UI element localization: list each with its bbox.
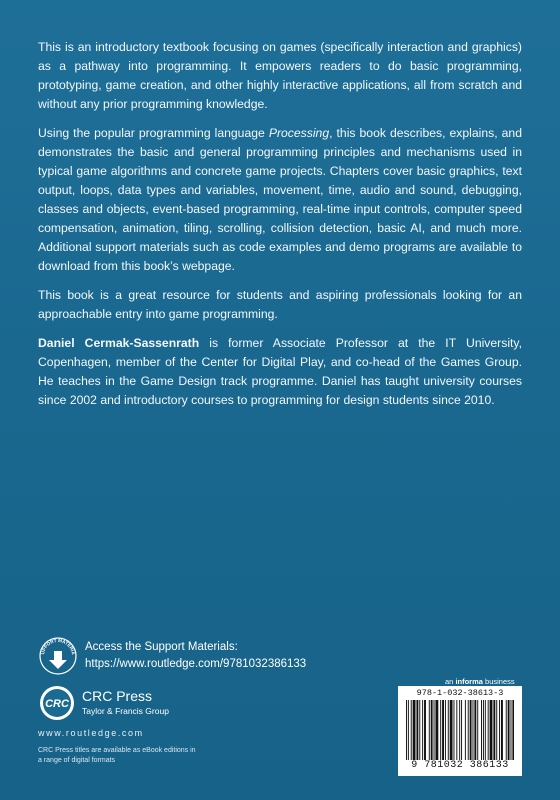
support-materials-title: Access the Support Materials: (85, 641, 238, 653)
barcode-bar (508, 700, 510, 760)
p2-rest-text: , this book describes, explains, and demonstrates the basic and general programming principles and mechanisms used in typical game algorithms and concrete game projects. Chapters cover basic graphics, text output, loops, data types and variables, movement, time, audio and sound, debugging, classes and objects, event-based programming, real-time input controls, computer speed compensation, animation, tiling, scrolling, collision detection, basic AI, and much more. Additional support materials such as code examples and demo programs are available to download from this book’s webpage. (38, 126, 522, 273)
isbn-barcode (398, 686, 522, 776)
barcode-bar (408, 700, 409, 760)
p2-lead-text: Using the popular programming language (38, 126, 269, 140)
author-bio-text: is former Associate Professor at the IT University, Copenhagen, member of the Center for Digital Play, and co-head of the Games Group. He teaches in the Game Design track programme. Daniel has taught university courses since 2002 and introductory courses to programming for design students since 2010. (38, 336, 522, 407)
barcode-bar (411, 700, 412, 760)
description-paragraph-3: This book is a great resource for students and aspiring professionals looking for an approachable entry into game programming. (38, 288, 522, 321)
informa-brand: informa (455, 677, 483, 686)
barcode-bar (506, 700, 507, 760)
barcode-bar (419, 700, 420, 760)
barcode-bar (456, 700, 457, 760)
barcode-bar (435, 700, 438, 760)
barcode-bar (461, 700, 462, 760)
barcode-bar (459, 700, 460, 760)
barcode-bar (431, 700, 433, 760)
barcode-bar (473, 700, 474, 760)
barcode-bar (511, 700, 512, 760)
informa-suffix: business (482, 677, 515, 686)
barcode-bar (454, 700, 455, 760)
barcode-bar (448, 700, 449, 760)
barcode-bar (499, 700, 500, 760)
informa-prefix: an (445, 677, 456, 686)
support-materials (38, 636, 378, 680)
support-material-download-icon (38, 636, 78, 676)
barcode-bar (490, 700, 493, 760)
publisher-group: Taylor & Francis Group (82, 706, 169, 716)
barcode-bar (434, 700, 435, 760)
barcode-bar (483, 700, 484, 760)
isbn-number: 978-1-032-38613-3 (416, 688, 504, 698)
barcode-bar (493, 700, 495, 760)
barcode-bar (481, 700, 482, 760)
support-materials-link[interactable]: https://www.routledge.com/9781032386133 (85, 658, 307, 670)
description-paragraph-2 (38, 124, 522, 276)
barcode-bar (488, 700, 489, 760)
barcode-digits: 9 781032 386133 (411, 760, 509, 771)
barcode-bar (474, 700, 476, 760)
publisher-name: CRC Press (82, 688, 153, 704)
barcode-bar (424, 700, 426, 760)
barcode-bar (445, 700, 446, 760)
publisher-block (38, 684, 238, 724)
barcode-bar (470, 700, 472, 760)
crc-press-logo-icon (38, 684, 76, 722)
barcode-bar (501, 700, 503, 760)
author-bio (38, 334, 522, 410)
barcode-bar (468, 700, 469, 760)
barcode-bar (413, 700, 416, 760)
barcode-bar (465, 700, 466, 760)
barcode-bar (485, 700, 486, 760)
publisher-website[interactable]: www.routledge.com (38, 728, 144, 738)
barcode-bar (496, 700, 497, 760)
ebook-note: CRC Press titles are available as eBook editions in a range of digital formats (38, 747, 196, 764)
description-text (38, 38, 522, 420)
barcode-bar (442, 700, 444, 760)
crc-logo-text: CRC (45, 698, 69, 710)
barcode-bar (440, 700, 441, 760)
barcode-bar (416, 700, 418, 760)
barcode-bar (406, 700, 407, 760)
barcode-bar (422, 700, 423, 760)
barcode-bars (406, 700, 514, 760)
barcode-bar (512, 700, 514, 760)
barcode-bar (477, 700, 478, 760)
barcode-bar (450, 700, 453, 760)
barcode-bar (429, 700, 430, 760)
description-paragraph-1: This is an introductory textbook focusing on games (specifically interaction and graphics) as a pathway into programming. It empowers readers to do basic programming, prototyping, game creation, and other highly interactive applications, all from scratch and without any prior programming knowledge. (38, 40, 522, 111)
processing-language-name: Processing (268, 126, 330, 140)
support-icon-label: UPPORT MATERIA (40, 637, 76, 656)
author-name: Daniel Cermak-Sassenrath (38, 336, 200, 350)
informa-business-label (445, 677, 515, 686)
